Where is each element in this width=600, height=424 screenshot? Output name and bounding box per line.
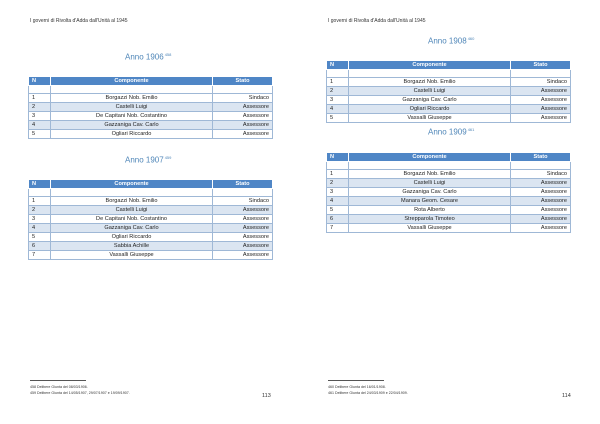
table-row [29, 112, 273, 121]
table-row [327, 105, 571, 114]
cell-stato: Assessore [511, 96, 571, 105]
cell-n: 5 [327, 206, 349, 215]
cell-stato: Assessore [213, 121, 273, 130]
cell-componente: Ogliari Riccardo [349, 105, 511, 114]
column-header-stato: Stato [511, 153, 571, 162]
members-table-1906 [28, 76, 273, 139]
cell-componente: Borgazzi Nob. Emilio [349, 170, 511, 179]
cell-stato: Sindaco [511, 78, 571, 87]
column-header-stato: Stato [213, 180, 273, 189]
column-header-stato: Stato [511, 61, 571, 70]
cell-n: 4 [327, 105, 349, 114]
cell-stato: Assessore [511, 215, 571, 224]
table-row [29, 251, 273, 260]
cell-componente: Vassalli Giuseppe [349, 114, 511, 123]
table-row [29, 242, 273, 251]
table-header-row [29, 180, 273, 189]
footnote: 459 Delibere Giunta del 14/05/1907, 29/07/1907 e 19/09/1907. [30, 391, 130, 395]
cell-n: 3 [327, 188, 349, 197]
cell-componente: Borgazzi Nob. Emilio [51, 94, 213, 103]
footnote-ref: 460 [467, 36, 475, 41]
table-row [29, 130, 273, 139]
cell-stato: Assessore [511, 206, 571, 215]
footnote: 461 Delibere Giunta del 24/03/1909 e 22/04/1909. [328, 391, 408, 395]
column-header-componente: Componente [349, 61, 511, 70]
cell-componente: Borgazzi Nob. Emilio [51, 197, 213, 206]
running-head: I governi di Rivolta d'Adda dall'Unità al 1945 [328, 18, 426, 24]
footnote-separator [328, 380, 384, 381]
footnote-ref: 461 [467, 127, 475, 132]
cell-n: 2 [327, 179, 349, 188]
cell-n: 3 [29, 112, 51, 121]
table-row [29, 197, 273, 206]
section-title-1908 [428, 36, 474, 46]
section-title-text: Anno 1907 [125, 155, 164, 165]
table-row [327, 215, 571, 224]
cell-n: 3 [29, 215, 51, 224]
cell-n: 4 [29, 224, 51, 233]
table-spacer-row [327, 162, 571, 170]
cell-n: 7 [29, 251, 51, 260]
cell-stato: Assessore [511, 188, 571, 197]
cell-componente: Vassalli Giuseppe [349, 224, 511, 233]
cell-stato: Assessore [213, 112, 273, 121]
table-row [327, 179, 571, 188]
cell-componente: Vassalli Giuseppe [51, 251, 213, 260]
section-title-1907 [125, 155, 171, 165]
cell-stato: Assessore [213, 224, 273, 233]
footnote: 458 Delibere Giunta del 08/03/1906. [30, 385, 88, 389]
column-header-componente: Componente [51, 180, 213, 189]
column-header-n: N [327, 61, 349, 70]
cell-n: 3 [327, 96, 349, 105]
cell-n: 5 [29, 233, 51, 242]
cell-stato: Assessore [213, 206, 273, 215]
table-header-row [29, 77, 273, 86]
table-row [327, 224, 571, 233]
column-header-n: N [29, 180, 51, 189]
cell-componente: Ogliari Riccardo [51, 130, 213, 139]
cell-stato: Assessore [511, 179, 571, 188]
cell-componente: Castelli Luigi [349, 87, 511, 96]
members-table-1908 [326, 60, 571, 123]
section-title-1909 [428, 127, 474, 137]
cell-componente: Sabbia Achille [51, 242, 213, 251]
table-row [29, 121, 273, 130]
section-title-text: Anno 1909 [428, 127, 467, 137]
cell-stato: Sindaco [511, 170, 571, 179]
table-row [29, 94, 273, 103]
cell-n: 1 [29, 94, 51, 103]
table-row [327, 188, 571, 197]
column-header-componente: Componente [349, 153, 511, 162]
footnotes [328, 384, 408, 396]
cell-stato: Assessore [213, 251, 273, 260]
cell-stato: Sindaco [213, 94, 273, 103]
footnote-separator [30, 380, 86, 381]
cell-stato: Assessore [213, 215, 273, 224]
cell-n: 1 [29, 197, 51, 206]
members-table-1907 [28, 179, 273, 260]
table-row [327, 96, 571, 105]
table-header-row [327, 61, 571, 70]
cell-n: 6 [29, 242, 51, 251]
column-header-n: N [327, 153, 349, 162]
cell-componente: Castelli Luigi [51, 206, 213, 215]
table-row [327, 206, 571, 215]
cell-n: 4 [29, 121, 51, 130]
right-page [300, 0, 600, 424]
cell-stato: Assessore [213, 233, 273, 242]
column-header-stato: Stato [213, 77, 273, 86]
cell-n: 7 [327, 224, 349, 233]
column-header-componente: Componente [51, 77, 213, 86]
table-row [29, 103, 273, 112]
cell-componente: De Capitani Nob. Costantino [51, 215, 213, 224]
cell-n: 1 [327, 170, 349, 179]
table-spacer-row [327, 70, 571, 78]
cell-n: 5 [29, 130, 51, 139]
cell-componente: De Capitani Nob. Costantino [51, 112, 213, 121]
cell-stato: Assessore [511, 114, 571, 123]
cell-n: 2 [29, 206, 51, 215]
table-spacer-row [29, 189, 273, 197]
page-number: 114 [562, 393, 571, 399]
cell-stato: Assessore [511, 105, 571, 114]
table-row [29, 206, 273, 215]
cell-stato: Assessore [511, 224, 571, 233]
cell-stato: Sindaco [213, 197, 273, 206]
column-header-n: N [29, 77, 51, 86]
footnotes [30, 384, 130, 396]
cell-n: 6 [327, 215, 349, 224]
cell-n: 4 [327, 197, 349, 206]
running-head: I governi di Rivolta d'Adda dall'Unità al 1945 [30, 18, 128, 24]
table-row [29, 224, 273, 233]
cell-n: 5 [327, 114, 349, 123]
table-row [327, 78, 571, 87]
cell-n: 2 [29, 103, 51, 112]
table-row [29, 233, 273, 242]
cell-stato: Assessore [213, 130, 273, 139]
cell-stato: Assessore [213, 103, 273, 112]
footnote-ref: 459 [164, 155, 172, 160]
table-header-row [327, 153, 571, 162]
cell-componente: Strepparola Timoteo [349, 215, 511, 224]
footnote: 460 Delibere Giunta del 16/01/1908. [328, 385, 386, 389]
page-number: 113 [262, 393, 271, 399]
cell-componente: Castelli Luigi [349, 179, 511, 188]
cell-n: 2 [327, 87, 349, 96]
cell-componente: Gazzaniga Cav. Carlo [51, 121, 213, 130]
cell-componente: Gazzaniga Cav. Carlo [51, 224, 213, 233]
table-row [327, 114, 571, 123]
cell-stato: Assessore [511, 87, 571, 96]
members-table-1909 [326, 152, 571, 233]
footnote-ref: 458 [164, 52, 172, 57]
cell-componente: Manara Geom. Cesare [349, 197, 511, 206]
table-spacer-row [29, 86, 273, 94]
cell-stato: Assessore [213, 242, 273, 251]
cell-stato: Assessore [511, 197, 571, 206]
cell-componente: Rota Alberto [349, 206, 511, 215]
cell-componente: Castelli Luigi [51, 103, 213, 112]
section-title-text: Anno 1906 [125, 52, 164, 62]
table-row [327, 87, 571, 96]
table-row [327, 197, 571, 206]
cell-componente: Gazzaniga Cav. Carlo [349, 96, 511, 105]
table-row [29, 215, 273, 224]
cell-componente: Gazzaniga Cav. Carlo [349, 188, 511, 197]
cell-n: 1 [327, 78, 349, 87]
cell-componente: Borgazzi Nob. Emilio [349, 78, 511, 87]
section-title-1906 [125, 52, 171, 62]
section-title-text: Anno 1908 [428, 36, 467, 46]
table-row [327, 170, 571, 179]
cell-componente: Ogliari Riccardo [51, 233, 213, 242]
